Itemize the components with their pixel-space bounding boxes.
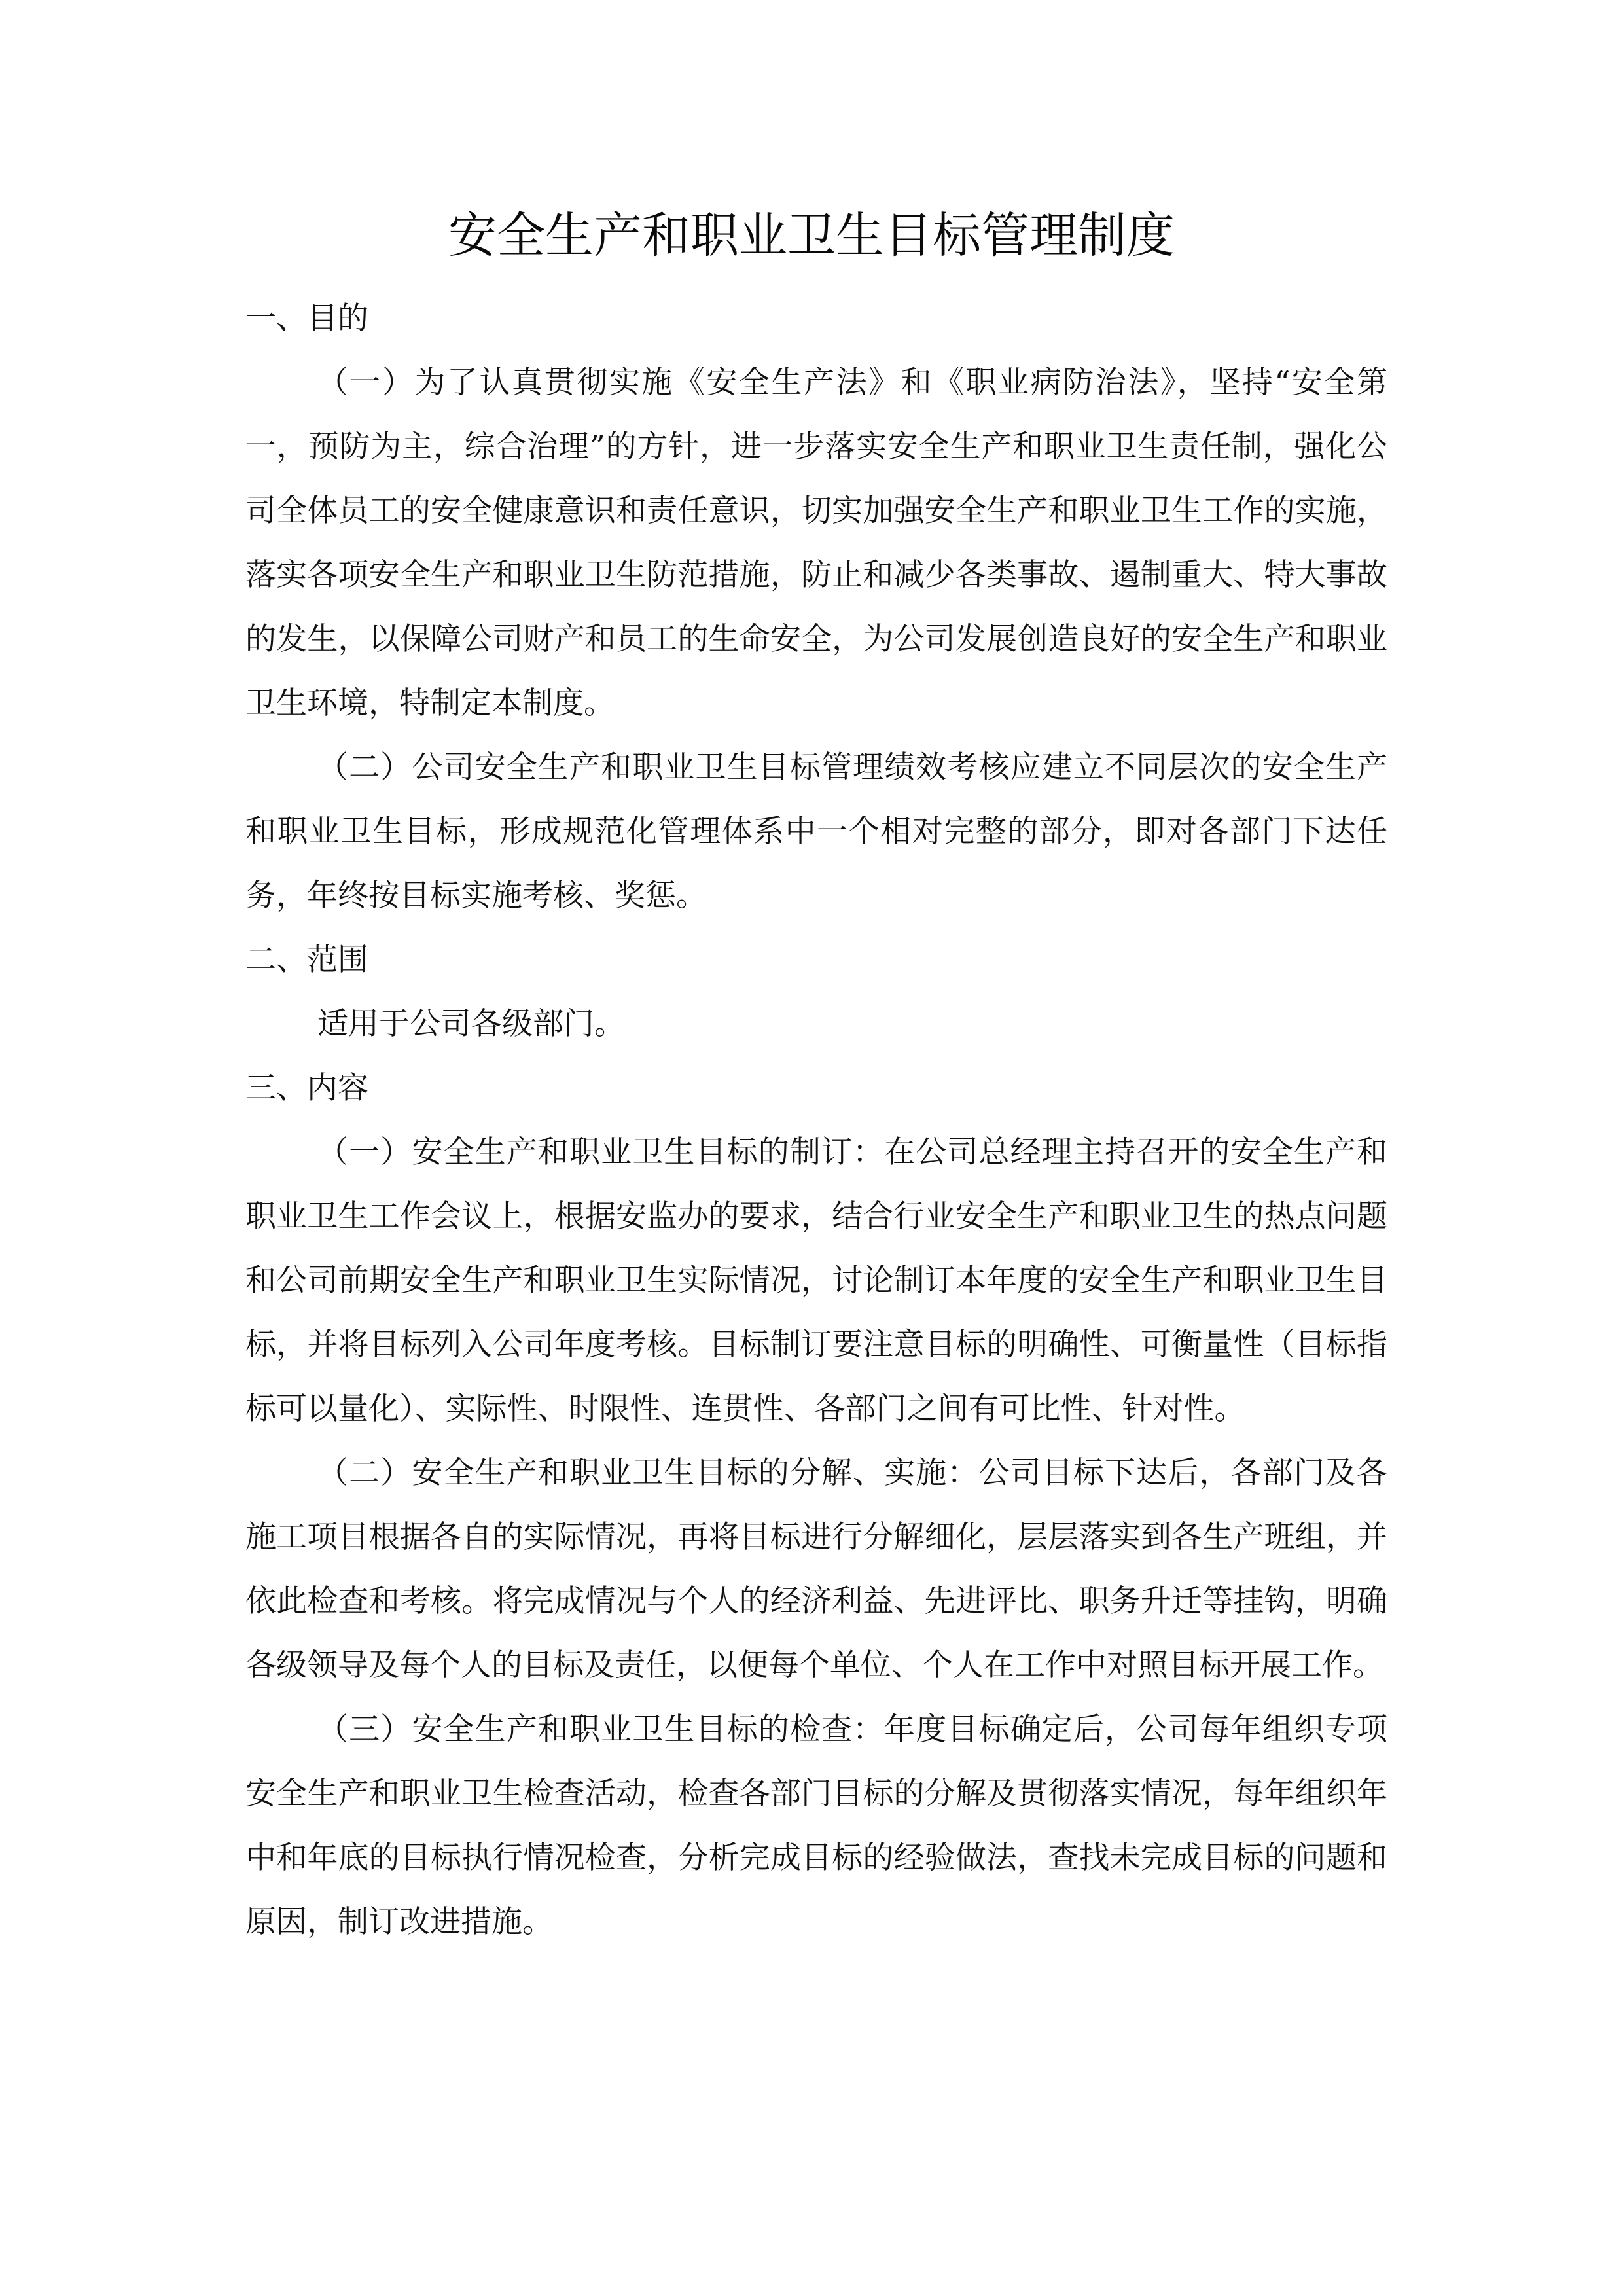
- section-content: [245, 1056, 1387, 1954]
- paragraph: （二）公司安全生产和职业卫生目标管理绩效考核应建立不同层次的安全生产和职业卫生目标，形成规范化管理体系中一个相对完整的部分，即对各部门下达任务，年终按目标实施考核、奖惩。: [245, 749, 1387, 914]
- document-body: [245, 287, 1387, 1954]
- section-heading: 三、内容: [245, 1070, 368, 1106]
- section-scope: [245, 928, 1387, 1056]
- section-purpose: [245, 287, 1387, 928]
- paragraph: 适用于公司各级部门。: [317, 1006, 625, 1042]
- paragraph: （三）安全生产和职业卫生目标的检查：年度目标确定后，公司每年组织专项安全生产和职业卫生检查活动，检查各部门目标的分解及贯彻落实情况，每年组织年中和年底的目标执行情况检查，分析完成目标的经验做法，查找未完成目标的问题和原因，制订改进措施。: [245, 1712, 1387, 1940]
- section-heading: 二、范围: [245, 942, 368, 978]
- paragraph: （一）为了认真贯彻实施《安全生产法》和《职业病防治法》，坚持“安全第一，预防为主，综合治理”的方针，进一步落实安全生产和职业卫生责任制，强化公司全体员工的安全健康意识和责任意识，切实加强安全生产和职业卫生工作的实施，落实各项安全生产和职业卫生防范措施，防止和减少各类事故、遏制重大、特大事故的发生，以保障公司财产和员工的生命安全，为公司发展创造良好的安全生产和职业卫生环境，特制定本制度。: [245, 365, 1387, 721]
- section-heading: 一、目的: [245, 300, 368, 336]
- paragraph: （一）安全生产和职业卫生目标的制订：在公司总经理主持召开的安全生产和职业卫生工作会议上，根据安监办的要求，结合行业安全生产和职业卫生的热点问题和公司前期安全生产和职业卫生实际情况，讨论制订本年度的安全生产和职业卫生目标，并将目标列入公司年度考核。目标制订要注意目标的明确性、可衡量性（目标指标可以量化）、实际性、时限性、连贯性、各部门之间有可比性、针对性。: [245, 1134, 1387, 1427]
- document-title: 安全生产和职业卫生目标管理制度: [448, 207, 1175, 264]
- paragraph: （二）安全生产和职业卫生目标的分解、实施：公司目标下达后，各部门及各施工项目根据各自的实际情况，再将目标进行分解细化，层层落实到各生产班组，并依此检查和考核。将完成情况与个人的经济利益、先进评比、职务升迁等挂钩，明确各级领导及每个人的目标及责任，以便每个单位、个人在工作中对照目标开展工作。: [245, 1455, 1387, 1683]
